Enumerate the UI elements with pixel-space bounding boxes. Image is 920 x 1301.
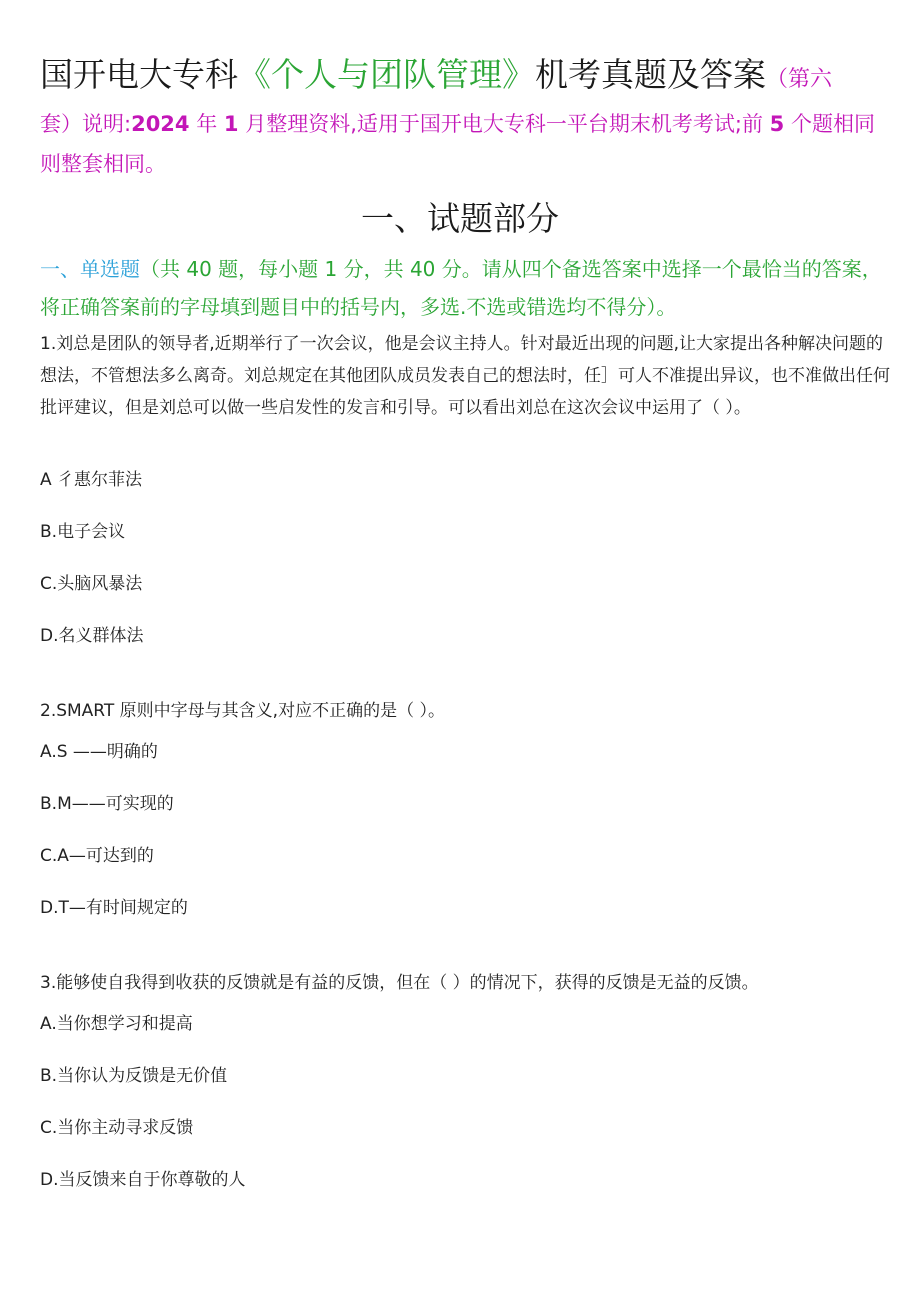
instructions-head: 一、单选题 bbox=[40, 257, 140, 281]
question-1-option-c: C.头脑风暴法 bbox=[40, 574, 143, 594]
subtitle-num: 5 bbox=[769, 112, 785, 136]
instructions bbox=[40, 250, 890, 326]
document-title bbox=[40, 52, 890, 103]
subtitle-start: 套）说明: bbox=[40, 112, 132, 136]
subtitle-year: 2024 bbox=[131, 112, 190, 136]
title-book-name: 《个人与团队管理》 bbox=[238, 55, 535, 94]
question-1-option-d: D.名义群体法 bbox=[40, 626, 144, 646]
title-prefix: 国开电大专科 bbox=[40, 55, 238, 94]
question-3-option-d: D.当反馈来自于你尊敬的人 bbox=[40, 1170, 246, 1190]
question-2-option-c: C.A—可达到的 bbox=[40, 846, 154, 866]
question-1-stem: 1.刘总是团队的领导者,近期举行了一次会议，他是会议主持人。针对最近出现的问题,让大家提出各种解决问题的想法，不管想法多么离奇。刘总规定在其他团队成员发表自己的想法时，任］可人不准提出异议，也不准做出任何批评建议，但是刘总可以做一些启发性的发言和引导。可以看出刘总在这次会议中运用了（ ）。 bbox=[40, 334, 890, 418]
subtitle-month: 1 bbox=[223, 112, 239, 136]
question-1-option-a: A 彳惠尔菲法 bbox=[40, 470, 143, 490]
subtitle-mid1: 年 bbox=[196, 112, 218, 136]
instructions-body: （共 40 题，每小题 1 分，共 40 分。请从四个备选答案中选择一个最恰当的答案，将正确答案前的字母填到题目中的括号内，多选.不选或错选均不得分）。 bbox=[40, 257, 882, 319]
question-2-option-b: B.M——可实现的 bbox=[40, 794, 174, 814]
title-set-label: （第六 bbox=[766, 67, 833, 92]
question-3-option-b: B.当你认为反馈是无价值 bbox=[40, 1066, 228, 1086]
question-2-stem: 2.SMART 原则中字母与其含义,对应不正确的是（ ）。 bbox=[40, 701, 445, 721]
question-3-option-a: A.当你想学习和提高 bbox=[40, 1014, 193, 1034]
question-3-option-c: C.当你主动寻求反馈 bbox=[40, 1118, 194, 1138]
question-2-option-a: A.S ——明确的 bbox=[40, 742, 158, 762]
question-2-option-d: D.T—有时间规定的 bbox=[40, 898, 188, 918]
question-3-stem: 3.能够使自我得到收获的反馈就是有益的反馈，但在（ ）的情况下，获得的反馈是无益的反馈。 bbox=[40, 973, 759, 993]
subtitle-mid2: 月整理资料,适用于国开电大专科一平台期末机考考试;前 bbox=[245, 112, 763, 136]
document-subtitle bbox=[40, 104, 890, 184]
question-1-option-b: B.电子会议 bbox=[40, 522, 126, 542]
title-suffix: 机考真题及答案 bbox=[535, 55, 766, 94]
subtitle-end: 个题相同则整套相同。 bbox=[40, 112, 875, 176]
section-title: 一、试题部分 bbox=[361, 199, 559, 238]
